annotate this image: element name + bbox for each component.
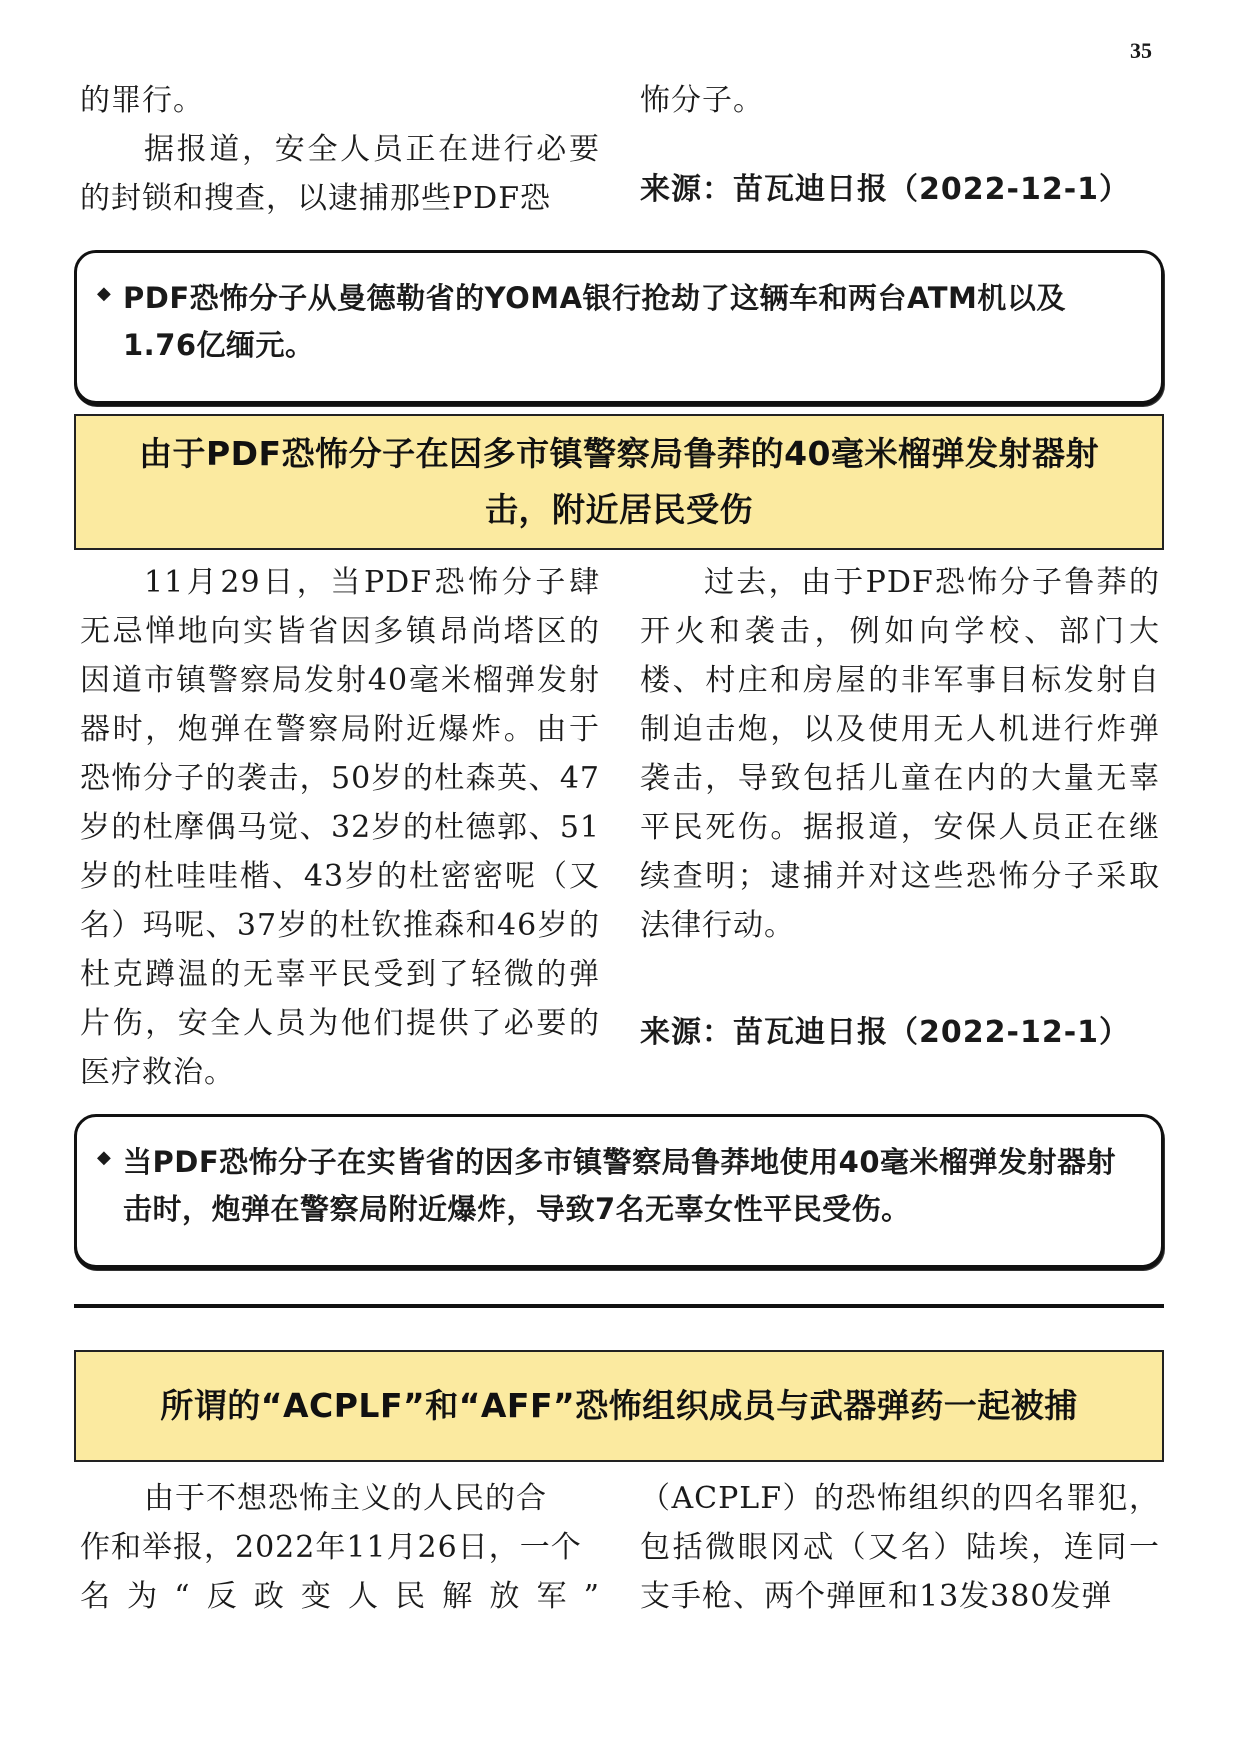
article2-left-line-1: 由于不想恐怖主义的人民的合	[144, 1481, 547, 1516]
headline-1	[139, 426, 1099, 538]
article2-left-line-3: 名为“反政变人民解放军”	[80, 1579, 600, 1614]
bullet-icon: ◆	[97, 283, 111, 304]
article2-right-column	[640, 1474, 1160, 1621]
article2-right-text: （ACPLF）的恐怖组织的四名罪犯，包括微眼冈忒（又名）陆埃，连同一支手枪、两个弹匣和13发380发弹	[640, 1481, 1160, 1614]
section1-right-para-1: 怖分子。	[640, 83, 764, 118]
section1-columns	[80, 76, 1160, 223]
section1-right-column	[640, 76, 1160, 223]
section1-left-para-2: 据报道，安全人员正在进行必要的封锁和搜查，以逮捕那些PDF恐	[80, 132, 600, 216]
headline-2: 所谓的“ACPLF”和“AFF”恐怖组织成员与武器弹药一起被捕	[160, 1386, 1078, 1425]
article1-columns	[80, 558, 1160, 1097]
article1-right-text: 过去，由于PDF恐怖分子鲁莽的开火和袭击，例如向学校、部门大楼、村庄和房屋的非军事目标发射自制迫击炮，以及使用无人机进行炸弹袭击，导致包括儿童在内的大量无辜平民死伤。据报道，安保人员正在继续查明；逮捕并对这些恐怖分子采取法律行动。	[640, 565, 1160, 943]
summary-callout-2	[74, 1114, 1164, 1268]
article1-source: 来源：苗瓦迪日报（2022-12-1）	[640, 1015, 1131, 1050]
article2-columns	[80, 1474, 1160, 1621]
article1-right-column	[640, 558, 1160, 1097]
headline-1-box	[74, 414, 1164, 550]
section-divider	[74, 1304, 1164, 1308]
article1-left-column	[80, 558, 600, 1097]
summary-callout-2-text: 当PDF恐怖分子在实皆省的因多市镇警察局鲁莽地使用40毫米榴弹发射器射击时，炮弹在警察局附近爆炸，导致7名无辜女性平民受伤。	[123, 1145, 1116, 1226]
summary-callout-1	[74, 250, 1164, 404]
article1-left-text: 11月29日，当PDF恐怖分子肆无忌惮地向实皆省因多镇昂尚塔区的因道市镇警察局发射40毫米榴弹发射器时，炮弹在警察局附近爆炸。由于恐怖分子的袭击，50岁的杜森英、47岁的杜摩偶马觉、32岁的杜德郭、51岁的杜哇哇楷、43岁的杜密密呢（又名）玛呢、37岁的杜钦推森和46岁的杜克蹲温的无辜平民受到了轻微的弹片伤，安全人员为他们提供了必要的医疗救治。	[80, 565, 600, 1090]
summary-callout-1-text: PDF恐怖分子从曼德勒省的YOMA银行抢劫了这辆车和两台ATM机以及1.76亿缅元。	[123, 281, 1066, 362]
bullet-icon: ◆	[97, 1147, 111, 1168]
headline-2-box	[74, 1350, 1164, 1462]
section1-source: 来源：苗瓦迪日报（2022-12-1）	[640, 172, 1131, 207]
headline-1-line-2: 击，附近居民受伤	[484, 490, 753, 529]
article2-left-column	[80, 1474, 600, 1621]
page-number: 35	[1130, 38, 1152, 63]
headline-1-line-1: 由于PDF恐怖分子在因多市镇警察局鲁莽的40毫米榴弹发射器射	[138, 434, 1100, 473]
section1-left-para-1: 的罪行。	[80, 83, 204, 118]
article2-left-line-2: 作和举报，2022年11月26日，一个	[80, 1530, 582, 1565]
section1-left-column	[80, 76, 600, 223]
